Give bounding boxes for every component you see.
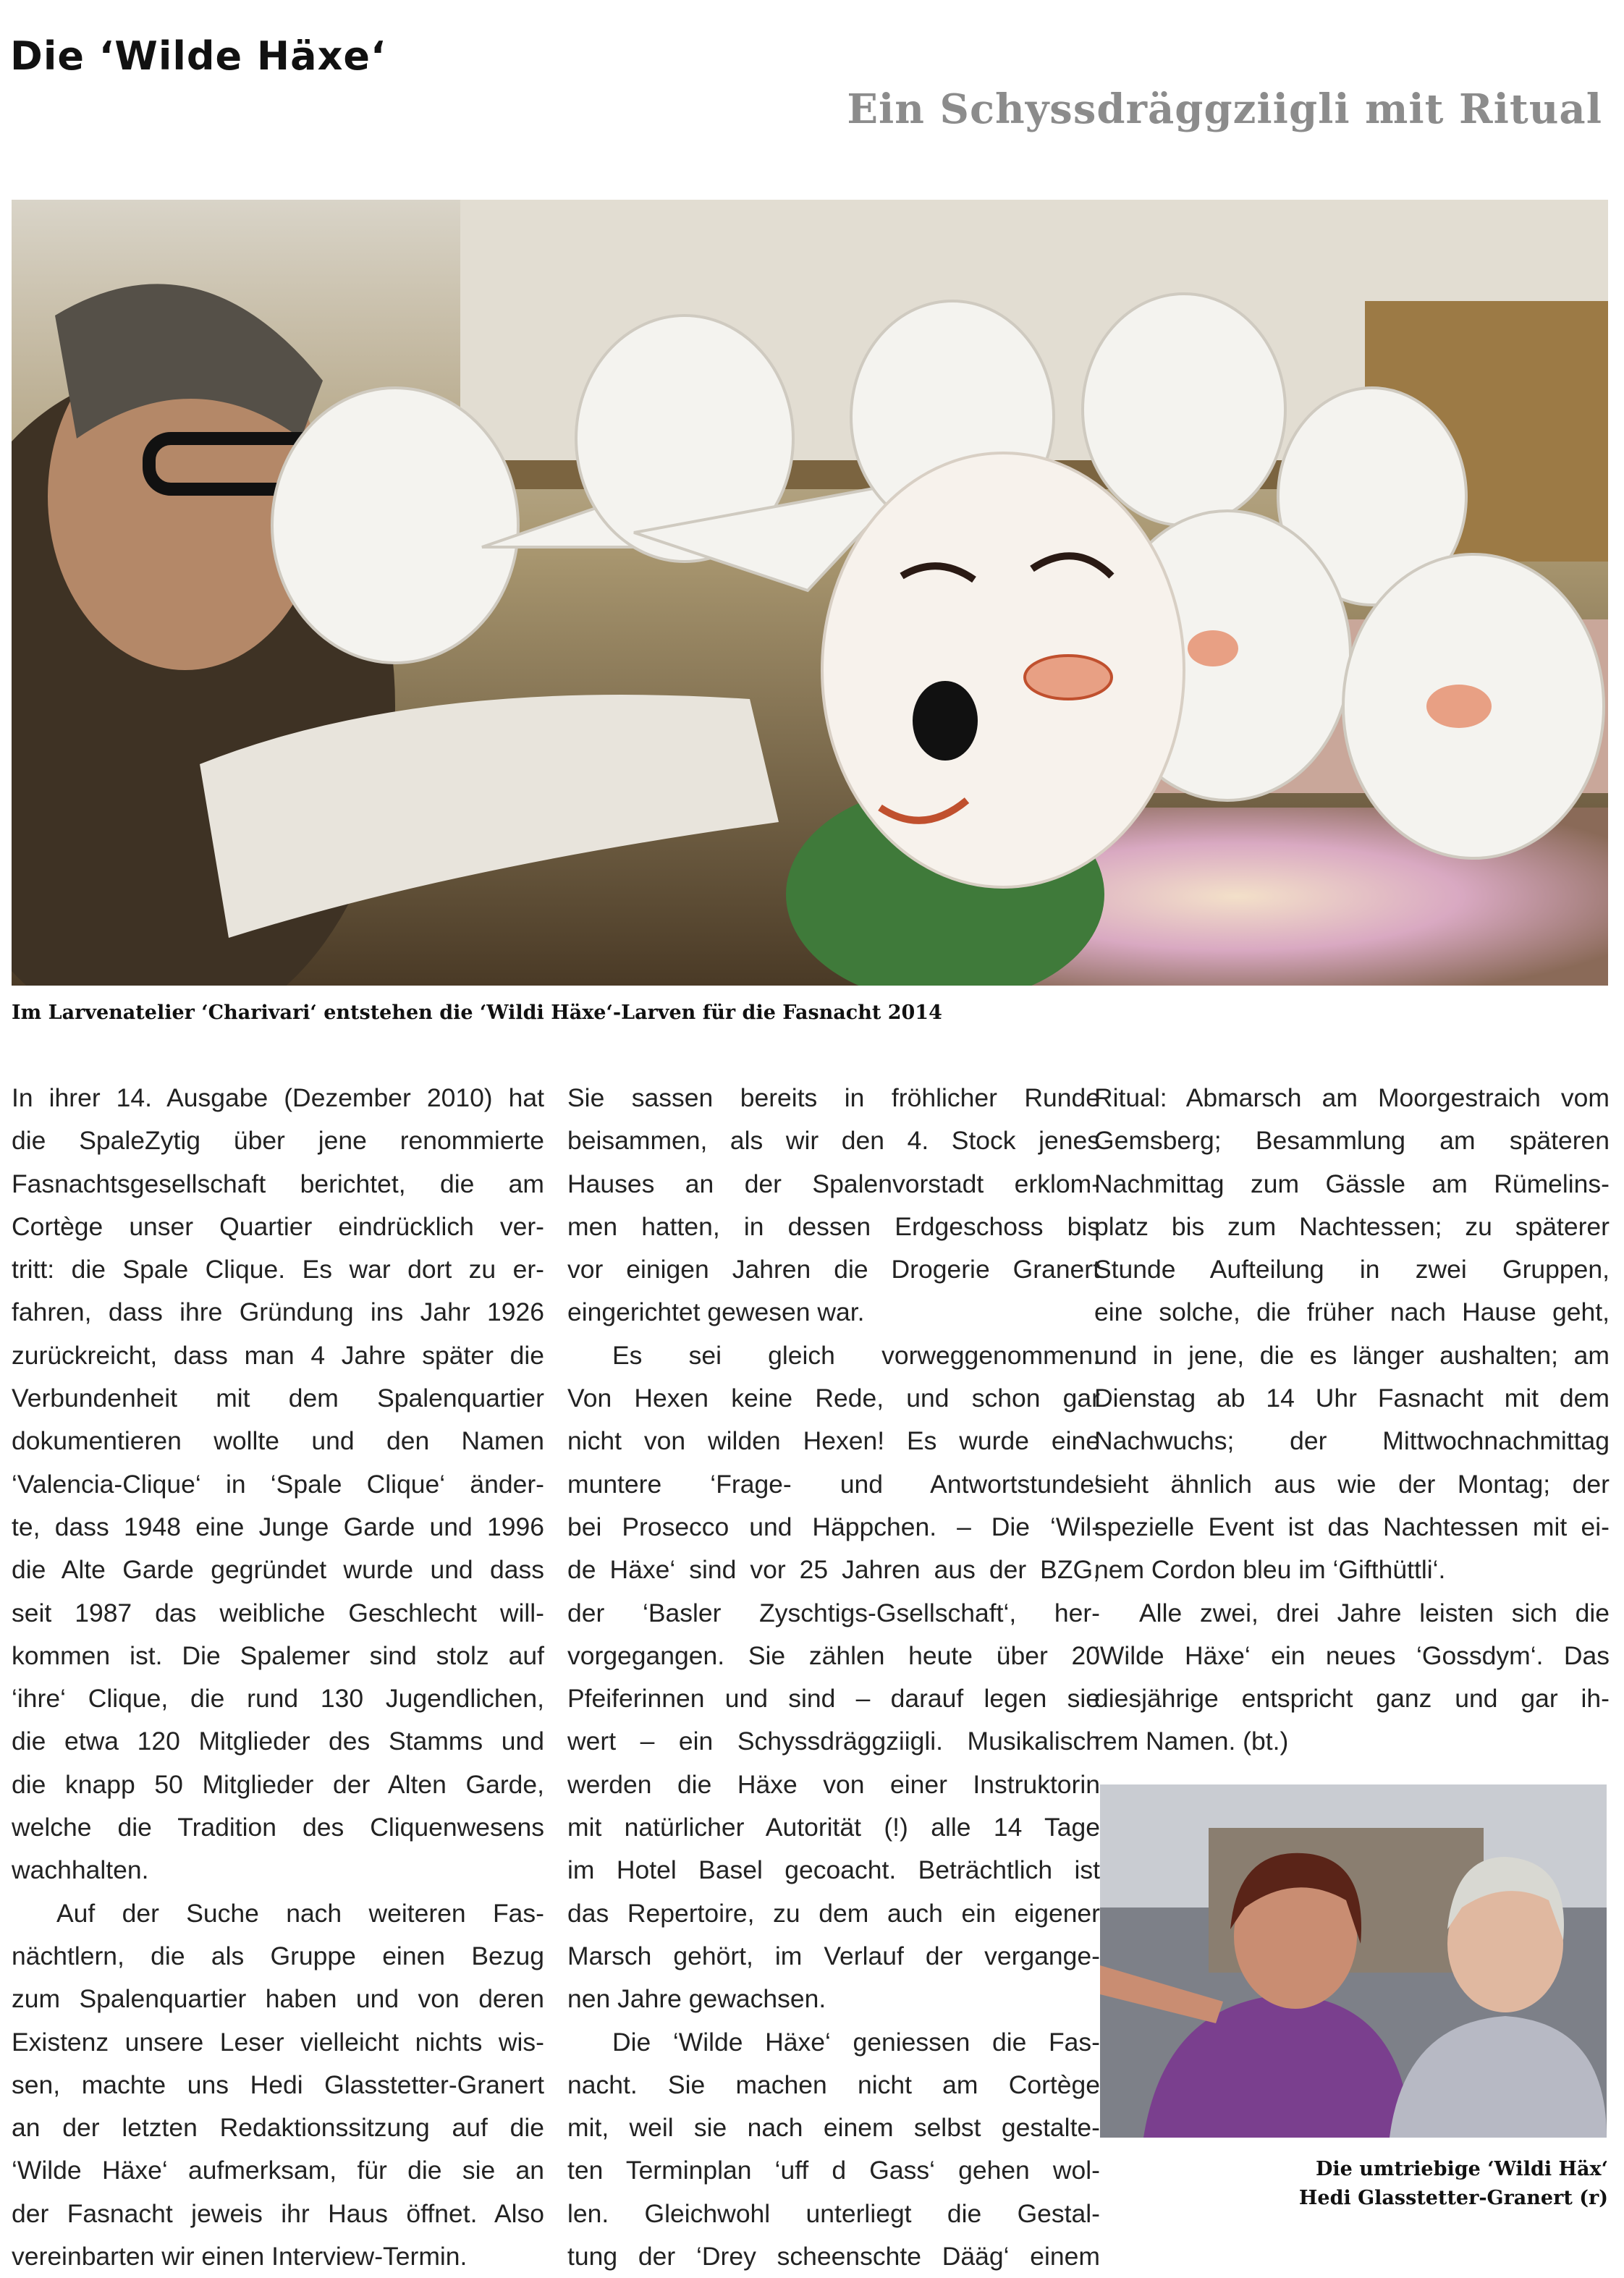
text-line: len. Gleichwohl unterliegt die Gestal- (567, 2198, 1100, 2228)
text-line: die Alte Garde gegründet wurde und dass (12, 1555, 544, 1585)
article-title: Die ‘Wilde Häxe‘ (10, 33, 386, 80)
text-line: eingerichtet gewesen war. (567, 1297, 865, 1327)
text-line: Die ‘Wilde Häxe‘ geniessen die Fas- (612, 2027, 1100, 2057)
text-line: mit natürlicher Autorität (!) alle 14 Tage (567, 1813, 1100, 1842)
text-line: Dienstag ab 14 Uhr Fasnacht mit dem (1094, 1384, 1610, 1413)
text-line: de Häxe‘ sind vor 25 Jahren aus der BZG, (567, 1555, 1100, 1585)
text-line: werden die Häxe von einer Instruktorin (567, 1769, 1100, 1799)
text-line: welche die Tradition des Cliquenwesens (12, 1813, 544, 1842)
text-line: muntere ‘Frage- und Antwortstunde‘ (567, 1469, 1100, 1499)
text-line: diesjährige entspricht ganz und gar ih- (1094, 1684, 1610, 1714)
text-line: Nachmittag zum Gässle am Rümelins- (1094, 1169, 1610, 1198)
text-column-1 (12, 1077, 544, 2278)
text-line: Stunde Aufteilung in zwei Gruppen, (1094, 1255, 1610, 1284)
text-line: nacht. Sie machen nicht am Cortège (567, 2070, 1100, 2099)
text-line: Von Hexen keine Rede, und schon gar (567, 1384, 1100, 1413)
text-line: ten Terminplan ‘uff d Gass‘ gehen wol- (567, 2156, 1100, 2185)
main-photo-caption: Im Larvenatelier ‘Charivari‘ entstehen die ‘Wildi Häxe‘-Larven für die Fasnacht 2014 (12, 1002, 942, 1024)
text-line: tung der ‘Drey scheenschte Dääg‘ einem (567, 2242, 1100, 2271)
text-line: vor einigen Jahren die Drogerie Granert (567, 1255, 1100, 1284)
text-line: nem Cordon bleu im ‘Gifthüttli‘. (1094, 1555, 1446, 1585)
text-line: Auf der Suche nach weiteren Fas- (56, 1898, 544, 1928)
text-line: fahren, dass ihre Gründung ins Jahr 1926 (12, 1297, 544, 1327)
text-line: eine solche, die früher nach Hause geht, (1094, 1297, 1610, 1327)
text-line: Es sei gleich vorweggenommen: (612, 1340, 1100, 1370)
text-line: Pfeiferinnen und sind – darauf legen sie (567, 1684, 1100, 1714)
text-line: die SpaleZytig über jene renommierte (12, 1126, 544, 1156)
text-line: im Hotel Basel gecoacht. Beträchtlich ist (567, 1855, 1100, 1885)
text-line: Existenz unsere Leser vielleicht nichts wis- (12, 2027, 544, 2057)
text-line: vorgegangen. Sie zählen heute über 20 (567, 1640, 1100, 1670)
text-line: Fasnachtsgesellschaft berichtet, die am (12, 1169, 544, 1198)
text-line: mit, weil sie nach einem selbst gestalte- (567, 2113, 1100, 2143)
text-line: an der letzten Redaktionssitzung auf die (12, 2113, 544, 2143)
text-line: rem Namen. (bt.) (1094, 1727, 1289, 1756)
text-column-2 (567, 1077, 1100, 2278)
text-line: beisammen, als wir den 4. Stock jenes (567, 1126, 1100, 1156)
text-line: men hatten, in dessen Erdgeschoss bis (567, 1211, 1100, 1241)
text-line: ‘ihre‘ Clique, die rund 130 Jugendlichen, (12, 1684, 544, 1714)
workshop-photo (12, 200, 1608, 986)
text-line: nen Jahre gewachsen. (567, 1984, 826, 2014)
text-line: platz bis zum Nachtessen; zu späterer (1094, 1211, 1610, 1241)
text-line: nicht von wilden Hexen! Es wurde eine (567, 1426, 1100, 1456)
text-line: kommen ist. Die Spalemer sind stolz auf (12, 1640, 544, 1670)
text-line: wachhalten. (12, 1855, 149, 1885)
text-line: seit 1987 das weibliche Geschlecht will- (12, 1598, 544, 1627)
text-line: der ‘Basler Zyschtigs-Gsellschaft‘, her- (567, 1598, 1100, 1627)
text-line: spezielle Event ist das Nachtessen mit ei- (1094, 1512, 1610, 1541)
text-line: ‘Wilde Häxe‘ ein neues ‘Gossdym‘. Das (1094, 1640, 1610, 1670)
portrait-caption-line-2: Hedi Glasstetter-Granert (r) (1298, 2187, 1608, 2209)
portrait-photo (1100, 1784, 1607, 2138)
text-line: Marsch gehört, im Verlauf der vergange- (567, 1941, 1100, 1970)
text-line: Gemsberg; Besammlung am späteren (1094, 1126, 1610, 1156)
text-line: Verbundenheit mit dem Spalenquartier (12, 1384, 544, 1413)
text-line: Cortège unser Quartier eindrücklich ver- (12, 1211, 544, 1241)
portrait-caption-line-1: Die umtriebige ‘Wildi Häx‘ (1316, 2158, 1608, 2180)
text-line: Sie sassen bereits in fröhlicher Runde (567, 1083, 1100, 1112)
text-line: sen, machte uns Hedi Glasstetter-Granert (12, 2070, 544, 2099)
article-subtitle: Ein Schyssdräggziigli mit Ritual (847, 85, 1602, 133)
text-line: vereinbarten wir einen Interview-Termin. (12, 2242, 468, 2271)
text-line: zurückreicht, dass man 4 Jahre später die (12, 1340, 544, 1370)
text-line: Ritual: Abmarsch am Moorgestraich vom (1094, 1083, 1610, 1112)
text-line: ‘Wilde Häxe‘ aufmerksam, für die sie an (12, 2156, 544, 2185)
text-line: wert – ein Schyssdräggziigli. Musikalisch (567, 1727, 1100, 1756)
text-line: tritt: die Spale Clique. Es war dort zu er- (12, 1255, 544, 1284)
text-line: das Repertoire, zu dem auch ein eigener (567, 1898, 1100, 1928)
text-line: dokumentieren wollte und den Namen (12, 1426, 544, 1456)
text-line: Nachwuchs; der Mittwochnachmittag (1094, 1426, 1610, 1456)
text-line: der Fasnacht jeweis ihr Haus öffnet. Also (12, 2198, 544, 2228)
text-line: die etwa 120 Mitglieder des Stamms und (12, 1727, 544, 1756)
portrait-caption (1299, 2155, 1608, 2213)
text-line: te, dass 1948 eine Junge Garde und 1996 (12, 1512, 544, 1541)
text-line: ‘Valencia-Clique‘ in ‘Spale Clique‘ änder- (12, 1469, 544, 1499)
text-line: zum Spalenquartier haben und von deren (12, 1984, 544, 2014)
text-line: nächtlern, die als Gruppe einen Bezug (12, 1941, 544, 1970)
text-line: In ihrer 14. Ausgabe (Dezember 2010) hat (12, 1083, 544, 1112)
text-line: Hauses an der Spalenvorstadt erklom- (567, 1169, 1100, 1198)
text-line: und in jene, die es länger aushalten; am (1094, 1340, 1610, 1370)
text-line: die knapp 50 Mitglieder der Alten Garde, (12, 1769, 544, 1799)
text-line: Alle zwei, drei Jahre leisten sich die (1139, 1598, 1610, 1627)
text-line: sieht ähnlich aus wie der Montag; der (1094, 1469, 1610, 1499)
text-line: bei Prosecco und Häppchen. – Die ‘Wil- (567, 1512, 1100, 1541)
text-column-3 (1094, 1077, 1610, 1763)
